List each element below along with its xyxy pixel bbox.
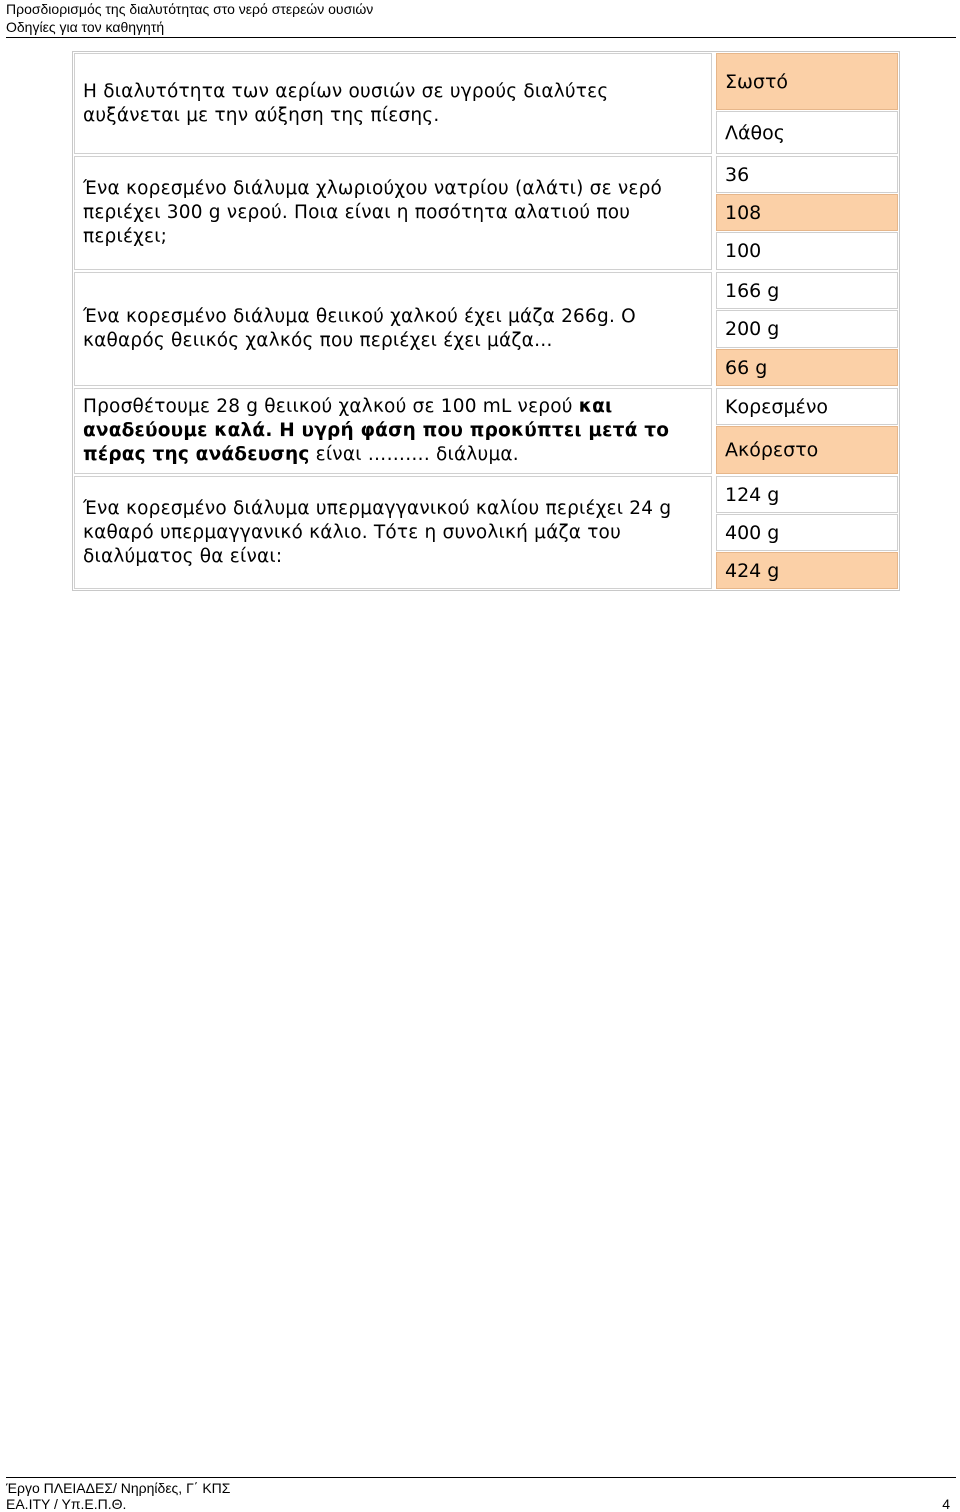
option-label: 424 g	[725, 559, 780, 582]
q3-option-66g[interactable]	[716, 349, 898, 386]
question-1-text: Η διαλυτότητα των αερίων ουσιών σε υγρούς διαλύτες αυξάνεται με την αύξηση της πίεσης.	[83, 80, 609, 126]
page-header	[6, 0, 958, 36]
q5-option-400g[interactable]	[716, 514, 898, 551]
q1-option-correct[interactable]	[716, 53, 898, 110]
q4-option-unsaturated[interactable]	[716, 426, 898, 474]
option-label: Κορεσμένο	[725, 395, 829, 418]
question-4-text-bold: και αναδεύουμε καλά. Η υγρή φάση που προκύπτει μετά το πέρας της ανάδευσης	[83, 396, 670, 465]
q3-option-166g[interactable]	[716, 272, 898, 309]
question-1	[74, 53, 712, 154]
option-label: 166 g	[725, 279, 780, 302]
page-number: 4	[942, 1496, 950, 1512]
q1-option-wrong[interactable]	[716, 111, 898, 154]
option-label: 36	[725, 163, 750, 186]
option-label: 66 g	[725, 356, 768, 379]
option-label: 200 g	[725, 318, 780, 340]
option-label: 108	[725, 201, 762, 224]
q4-option-saturated[interactable]	[716, 388, 898, 425]
option-label: Λάθος	[725, 121, 785, 144]
question-2-text: Ένα κορεσμένο διάλυμα χλωριούχου νατρίου (αλάτι) σε νερό περιέχει 300 g νερού. Ποια είναι η ποσότητα αλατιού που περιέχει;	[83, 178, 663, 247]
footer-project: Έργο ΠΛΕΙΑΔΕΣ/ Νηρηίδες, Γ΄ ΚΠΣ	[6, 1480, 231, 1496]
question-3	[74, 272, 712, 386]
q3-option-200g[interactable]	[716, 310, 898, 348]
question-4-text-tail: είναι ………. διάλυμα.	[309, 444, 519, 465]
footer-divider	[6, 1477, 956, 1478]
q5-option-124g[interactable]	[716, 476, 898, 513]
question-4-text-plain: Προσθέτουμε 28 g θειικού χαλκού σε 100 mL νερού	[83, 396, 579, 417]
footer-organization: ΕΑ.ΙΤΥ / Υπ.Ε.Π.Θ.	[6, 1496, 127, 1512]
option-label: 100	[725, 240, 762, 262]
question-4	[74, 388, 712, 474]
header-title: Προσδιορισμός της διαλυτότητας στο νερό στερεών ουσιών	[6, 1, 374, 17]
option-label: 400 g	[725, 521, 780, 544]
option-label: 124 g	[725, 483, 780, 506]
q2-option-100[interactable]	[716, 232, 898, 270]
option-label: Ακόρεστο	[725, 439, 819, 461]
question-5	[74, 476, 712, 589]
q2-option-36[interactable]	[716, 156, 898, 193]
header-subtitle: Οδηγίες για τον καθηγητή	[6, 19, 165, 35]
header-divider	[6, 37, 956, 38]
page-footer	[6, 1480, 958, 1512]
q5-option-424g[interactable]	[716, 552, 898, 589]
question-2	[74, 156, 712, 270]
question-4-text	[83, 395, 703, 467]
q2-option-108[interactable]	[716, 194, 898, 231]
option-label: Σωστό	[725, 70, 789, 93]
question-3-text: Ένα κορεσμένο διάλυμα θειικού χαλκού έχει μάζα 266g. Ο καθαρός θειικός χαλκός που περιέχει έχει μάζα…	[83, 306, 636, 351]
question-5-text: Ένα κορεσμένο διάλυμα υπερμαγγανικού καλίου περιέχει 24 g καθαρό υπερμαγγανικό κάλιο. Τότε η συνολική μάζα του διαλύματος θα είναι:	[83, 497, 672, 567]
